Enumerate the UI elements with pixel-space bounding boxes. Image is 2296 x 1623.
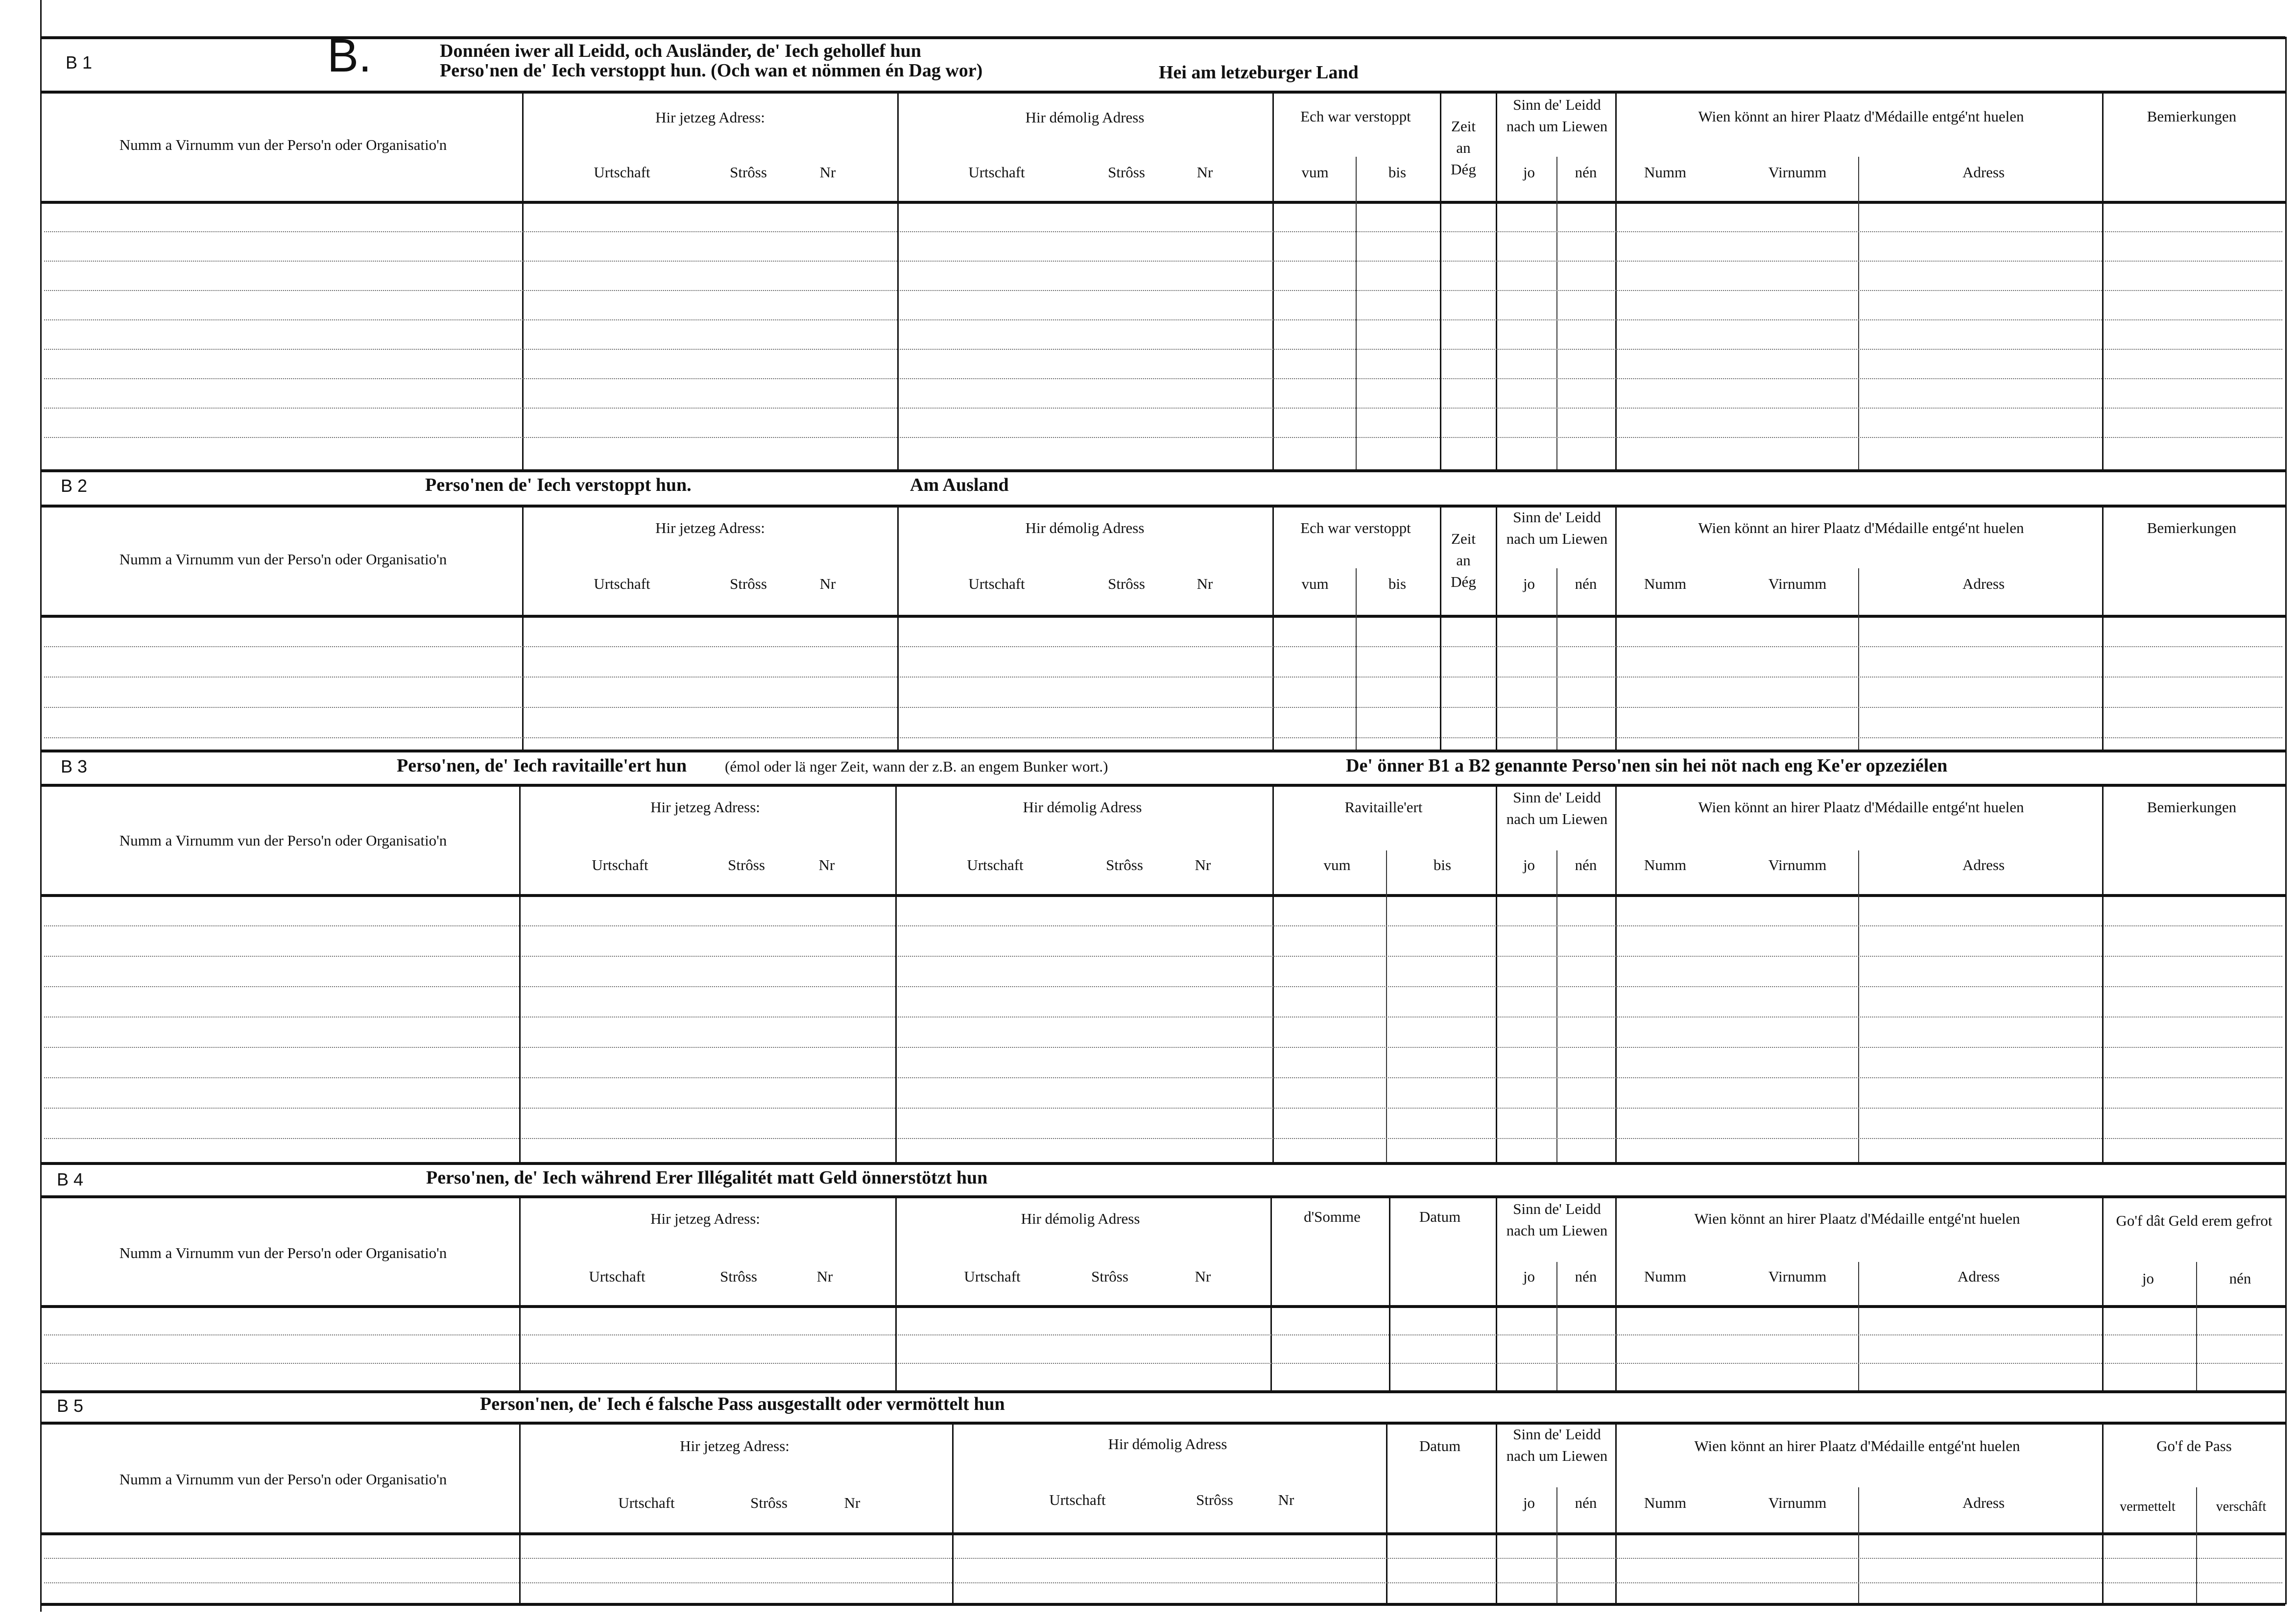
b4-money-nen: nén	[2229, 1270, 2251, 1287]
b4-stross-2: Strôss	[1091, 1268, 1128, 1285]
b4-medal: Wien könnt an hirer Plaatz d'Médaille entgé'nt huelen	[1694, 1210, 2020, 1227]
b2-jo: jo	[1523, 575, 1535, 592]
section-b2-title: Perso'nen de' Iech verstoppt hun.	[425, 475, 692, 495]
column-rule	[2196, 1262, 2197, 1390]
b1-virnumm: Virnumm	[1768, 164, 1827, 181]
b5-virnumm: Virnumm	[1768, 1494, 1827, 1511]
b2-adress: Adress	[1962, 575, 2005, 592]
b2-name-col: Numm a Virnumm vun der Perso'n oder Organisatio'n	[119, 551, 447, 568]
b4-urtschaft-2: Urtschaft	[964, 1268, 1021, 1285]
column-rule	[897, 92, 899, 469]
column-rule	[1615, 1197, 1617, 1390]
column-rule	[1556, 850, 1557, 1162]
b2-numm: Numm	[1644, 575, 1687, 592]
b2-top	[40, 469, 2285, 472]
b5-name-col: Numm a Virnumm vun der Perso'n oder Organisatio'n	[119, 1471, 447, 1488]
b2-urtschaft-2: Urtschaft	[968, 575, 1025, 592]
entry-line	[44, 1558, 2282, 1559]
b5-nr-2: Nr	[1278, 1491, 1294, 1508]
b5-nr: Nr	[844, 1494, 861, 1511]
entry-line	[44, 319, 2282, 320]
form-part-letter: B.	[327, 29, 372, 82]
b3-stross: Strôss	[728, 856, 765, 873]
column-rule	[519, 785, 521, 1162]
entry-line	[44, 1363, 2282, 1364]
column-rule	[2102, 785, 2104, 1162]
b2-stross: Strôss	[730, 575, 767, 592]
section-b1-header-rule	[40, 91, 2285, 94]
b1-zeit: Zeit an Dég	[1451, 118, 1476, 178]
column-rule	[1556, 568, 1557, 750]
form-bottom	[40, 1603, 2285, 1606]
b4-jo: jo	[1523, 1268, 1535, 1285]
column-rule	[1386, 850, 1387, 1162]
column-rule	[522, 92, 524, 469]
b5-medal: Wien könnt an hirer Plaatz d'Médaille entgé'nt huelen	[1694, 1437, 2020, 1454]
b2-alive: Sinn de' Leidd nach um Liewen	[1506, 509, 1608, 547]
b2-nr-2: Nr	[1196, 575, 1213, 592]
b3-ravitailleert: Ravitaille'ert	[1344, 799, 1423, 816]
column-rule	[1440, 506, 1441, 750]
b2-hidden: Ech war verstoppt	[1300, 519, 1411, 536]
column-rule	[1356, 568, 1357, 750]
section-b3-title-note: (émol oder lä nger Zeit, wann der z.B. an engem Bunker wort.)	[725, 758, 1108, 775]
column-rule	[1496, 1197, 1497, 1390]
b5-datum: Datum	[1419, 1437, 1461, 1454]
b2-remarks: Bemierkungen	[2147, 519, 2237, 536]
entry-line	[44, 1108, 2282, 1109]
column-rule	[2102, 1423, 2104, 1603]
b4-adress: Adress	[1957, 1268, 2000, 1285]
b4-stross: Strôss	[720, 1268, 757, 1285]
b2-header-top	[40, 505, 2285, 508]
b2-vum: vum	[1301, 575, 1329, 592]
section-b3-title-extra: De' önner B1 a B2 genannte Perso'nen sin hei nöt nach eng Ke'er opzeziélen	[1346, 755, 1948, 776]
b1-header-bottom	[40, 201, 2285, 204]
b2-header-bottom	[40, 615, 2285, 618]
entry-line	[44, 261, 2282, 262]
b5-pass: Go'f de Pass	[2156, 1437, 2232, 1454]
section-b3-title: Perso'nen, de' Iech ravitaille'ert hun	[397, 755, 687, 776]
b4-top	[40, 1162, 2285, 1165]
b3-numm: Numm	[1644, 856, 1687, 873]
column-rule	[519, 1197, 521, 1390]
b3-header-bottom	[40, 894, 2285, 897]
b5-current-address: Hir jetzeg Adress:	[680, 1437, 789, 1454]
column-rule	[1386, 1423, 1387, 1603]
section-b3-id: B 3	[61, 756, 88, 776]
b4-money-jo: jo	[2142, 1270, 2154, 1287]
entry-line	[44, 1582, 2282, 1583]
column-rule	[1556, 1487, 1557, 1603]
b2-urtschaft: Urtschaft	[594, 575, 650, 592]
column-rule	[1858, 1487, 1859, 1603]
column-rule	[1272, 785, 1274, 1162]
b1-former-address: Hir démolig Adress	[1025, 109, 1145, 126]
column-rule	[1556, 157, 1557, 469]
b4-name-col: Numm a Virnumm vun der Perso'n oder Organisatio'n	[119, 1244, 447, 1261]
b3-stross-2: Strôss	[1106, 856, 1143, 873]
b2-nen: nén	[1575, 575, 1597, 592]
entry-line	[44, 408, 2282, 409]
b2-former-address: Hir démolig Adress	[1025, 519, 1145, 536]
b1-jo: jo	[1523, 164, 1535, 181]
b1-urtschaft: Urtschaft	[594, 164, 650, 181]
b1-current-address: Hir jetzeg Adress:	[655, 109, 765, 126]
b5-numm: Numm	[1644, 1494, 1687, 1511]
column-rule	[2196, 1487, 2197, 1603]
column-rule	[519, 1423, 521, 1603]
b2-bis: bis	[1388, 575, 1407, 592]
column-rule	[952, 1423, 954, 1603]
entry-line	[44, 231, 2282, 232]
b1-medal: Wien könnt an hirer Plaatz d'Médaille entgé'nt huelen	[1698, 108, 2024, 125]
b5-header-top	[40, 1422, 2285, 1425]
b5-verschaft: verschâft	[2216, 1499, 2267, 1514]
b4-urtschaft: Urtschaft	[589, 1268, 646, 1285]
column-rule	[1496, 785, 1497, 1162]
entry-line	[44, 1077, 2282, 1078]
section-b2-id: B 2	[61, 476, 88, 496]
b4-numm: Numm	[1644, 1268, 1687, 1285]
section-b1-title-line2: Perso'nen de' Iech verstoppt hun. (Och wan et nömmen én Dag wor)	[440, 60, 983, 81]
b3-medal: Wien könnt an hirer Plaatz d'Médaille entgé'nt huelen	[1698, 799, 2024, 816]
entry-line	[44, 646, 2282, 647]
b4-nen: nén	[1575, 1268, 1597, 1285]
entry-line	[44, 349, 2282, 350]
b1-name-col: Numm a Virnumm vun der Perso'n oder Organisatio'n	[119, 136, 447, 153]
entry-line	[44, 986, 2282, 987]
b3-vum: vum	[1323, 856, 1351, 873]
b1-numm: Numm	[1644, 164, 1687, 181]
entry-line	[44, 677, 2282, 678]
b5-top	[40, 1390, 2285, 1393]
b2-stross-2: Strôss	[1108, 575, 1145, 592]
b2-current-address: Hir jetzeg Adress:	[655, 519, 765, 536]
b3-remarks: Bemierkungen	[2147, 799, 2237, 816]
section-b5-id: B 5	[57, 1396, 84, 1416]
b3-bis: bis	[1433, 856, 1452, 873]
b1-hidden: Ech war verstoppt	[1300, 108, 1411, 125]
column-rule	[1270, 1197, 1272, 1390]
column-rule	[897, 506, 899, 750]
b3-virnumm: Virnumm	[1768, 856, 1827, 873]
column-rule	[1272, 506, 1274, 750]
b3-nr-2: Nr	[1195, 856, 1211, 873]
column-rule	[1615, 785, 1617, 1162]
column-rule	[1858, 1262, 1859, 1390]
section-b4-title: Perso'nen, de' Iech während Erer Illégalitét matt Geld önnerstötzt hun	[426, 1167, 988, 1188]
b1-urtschaft-2: Urtschaft	[968, 164, 1025, 181]
column-rule	[1272, 92, 1274, 469]
column-rule	[1858, 157, 1859, 469]
b5-alive: Sinn de' Leidd nach um Liewen	[1506, 1426, 1608, 1464]
b3-top	[40, 750, 2285, 752]
b3-current-address: Hir jetzeg Adress:	[650, 799, 760, 816]
b1-adress: Adress	[1962, 164, 2005, 181]
b5-header-bottom	[40, 1532, 2285, 1535]
b5-urtschaft: Urtschaft	[618, 1494, 675, 1511]
b3-jo: jo	[1523, 856, 1535, 873]
column-rule	[1858, 850, 1859, 1162]
b5-jo: jo	[1523, 1494, 1535, 1511]
b1-bis: bis	[1388, 164, 1407, 181]
section-b2-title-extra: Am Ausland	[910, 475, 1009, 495]
entry-line	[44, 707, 2282, 708]
b5-former-address: Hir démolig Adress	[1108, 1435, 1227, 1453]
b4-header-top	[40, 1195, 2285, 1198]
b4-somme: d'Somme	[1304, 1208, 1361, 1225]
b3-name-col: Numm a Virnumm vun der Perso'n oder Organisatio'n	[119, 832, 447, 849]
b3-nr: Nr	[818, 856, 835, 873]
b5-nen: nén	[1575, 1494, 1597, 1511]
section-b5-title: Person'nen, de' Iech é falsche Pass ausgestallt oder vermöttelt hun	[480, 1394, 1005, 1414]
section-b1-title-extra: Hei am letzeburger Land	[1159, 62, 1359, 83]
b4-alive: Sinn de' Leidd nach um Liewen	[1506, 1200, 1608, 1239]
b5-vermettelt: vermettelt	[2120, 1499, 2176, 1514]
b1-nen: nén	[1575, 164, 1597, 181]
column-rule	[2102, 506, 2104, 750]
entry-line	[44, 437, 2282, 438]
column-rule	[1389, 1197, 1390, 1390]
b4-money-back: Go'f dât Geld erem gefrot	[2116, 1212, 2272, 1229]
b1-vum: vum	[1301, 164, 1329, 181]
column-rule	[1496, 506, 1497, 750]
column-rule	[1496, 92, 1497, 469]
column-rule	[1615, 506, 1617, 750]
left-border	[40, 0, 42, 1612]
entry-line	[44, 1047, 2282, 1048]
column-rule	[522, 506, 524, 750]
top-rule	[40, 36, 2285, 39]
entry-line	[44, 956, 2282, 957]
b5-adress: Adress	[1962, 1494, 2005, 1511]
b5-stross: Strôss	[750, 1494, 788, 1511]
b4-nr-2: Nr	[1195, 1268, 1211, 1285]
b4-nr: Nr	[816, 1268, 833, 1285]
b3-alive: Sinn de' Leidd nach um Liewen	[1506, 789, 1608, 827]
entry-line	[44, 378, 2282, 379]
entry-line	[44, 290, 2282, 291]
section-b4-id: B 4	[57, 1169, 84, 1189]
entry-line	[44, 925, 2282, 926]
b3-nen: nén	[1575, 856, 1597, 873]
section-b1-id: B 1	[66, 52, 93, 73]
b2-virnumm: Virnumm	[1768, 575, 1827, 592]
b3-adress: Adress	[1962, 856, 2005, 873]
column-rule	[895, 785, 897, 1162]
b3-urtschaft-2: Urtschaft	[967, 856, 1024, 873]
column-rule	[2102, 1197, 2104, 1390]
column-rule	[1615, 1423, 1617, 1603]
b1-nr-2: Nr	[1196, 164, 1213, 181]
b5-stross-2: Strôss	[1196, 1491, 1233, 1508]
column-rule	[1858, 568, 1859, 750]
column-rule	[1615, 92, 1617, 469]
column-rule	[895, 1197, 897, 1390]
entry-line	[44, 737, 2282, 738]
b2-zeit: Zeit an Dég	[1451, 530, 1476, 590]
column-rule	[1356, 157, 1357, 469]
b5-urtschaft-2: Urtschaft	[1049, 1491, 1106, 1508]
entry-line	[44, 1334, 2282, 1335]
b4-virnumm: Virnumm	[1768, 1268, 1827, 1285]
b1-stross: Strôss	[730, 164, 767, 181]
entry-line	[44, 1138, 2282, 1139]
right-border	[2285, 37, 2287, 1604]
b3-former-address: Hir démolig Adress	[1023, 799, 1142, 816]
column-rule	[2102, 92, 2104, 469]
b3-header-top	[40, 784, 2285, 787]
b1-remarks: Bemierkungen	[2147, 108, 2237, 125]
column-rule	[1496, 1423, 1497, 1603]
b1-stross-2: Strôss	[1108, 164, 1145, 181]
column-rule	[1440, 92, 1441, 469]
section-b1-title-line1: Donnéen iwer all Leidd, och Ausländer, de' Iech gehollef hun	[440, 41, 921, 61]
b4-current-address: Hir jetzeg Adress:	[650, 1210, 760, 1227]
b4-header-bottom	[40, 1305, 2285, 1308]
b1-alive: Sinn de' Leidd nach um Liewen	[1506, 96, 1608, 135]
b3-urtschaft: Urtschaft	[592, 856, 648, 873]
column-rule	[1556, 1262, 1557, 1390]
b2-medal: Wien könnt an hirer Plaatz d'Médaille entgé'nt huelen	[1698, 519, 2024, 536]
b4-former-address: Hir démolig Adress	[1021, 1210, 1140, 1227]
b2-nr: Nr	[819, 575, 836, 592]
b1-nr: Nr	[819, 164, 836, 181]
b4-datum: Datum	[1419, 1208, 1461, 1225]
